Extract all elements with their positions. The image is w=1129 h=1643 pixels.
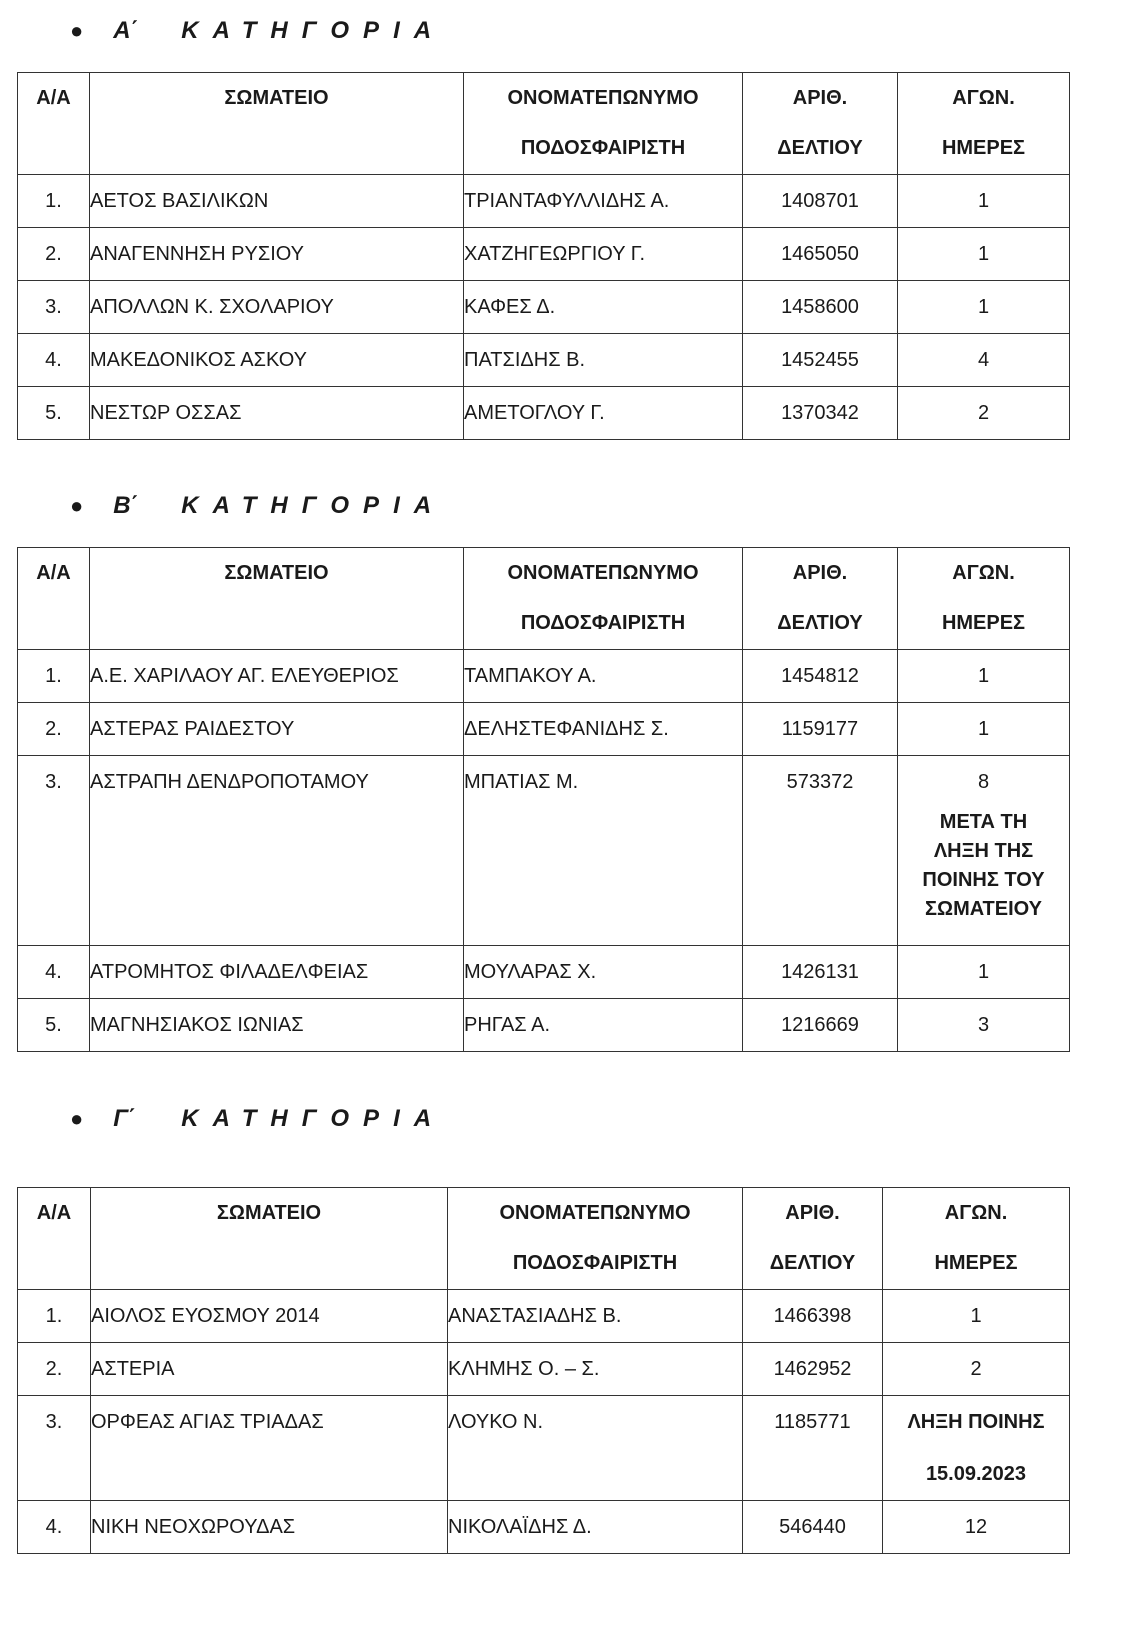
cell-card: 573372 (743, 756, 898, 946)
cell-player: ΚΑΦΕΣ Δ. (464, 281, 743, 334)
cell-days: 1 (883, 1290, 1070, 1343)
header-player: ΟΝΟΜΑΤΕΠΩΝΥΜΟ ΠΟΔΟΣΦΑΙΡΙΣΤΗ (464, 548, 743, 650)
header-card: ΑΡΙΘ. ΔΕΛΤΙΟΥ (743, 73, 898, 175)
penalty-note: ΣΩΜΑΤΕΙΟΥ (925, 898, 1042, 920)
penalty-note: ΜΕΤΑ ΤΗ (939, 811, 1028, 833)
cell-player: ΑΜΕΤΟΓΛΟΥ Γ. (464, 387, 743, 440)
cell-club: Α.Ε. ΧΑΡΙΛΑΟΥ ΑΓ. ΕΛΕΥΘΕΡΙΟΣ (90, 650, 464, 703)
cell-days (883, 1396, 1070, 1501)
header-days: ΑΓΩΝ. ΗΜΕΡΕΣ (898, 73, 1070, 175)
penalty-end-date: 15.09.2023 (925, 1463, 1027, 1485)
table-row (18, 756, 1070, 946)
cell-days: 3 (898, 999, 1070, 1052)
table-row (18, 175, 1070, 228)
cell-days: 1 (898, 946, 1070, 999)
cell-aa: 1. (18, 650, 90, 703)
heading-word: ΚΑΤΗΓΟΡΙΑ (181, 492, 446, 519)
table-row (18, 1343, 1070, 1396)
cell-card: 1462952 (743, 1343, 883, 1396)
heading-word: ΚΑΤΗΓΟΡΙΑ (181, 1105, 446, 1132)
table-row (18, 1501, 1070, 1554)
heading-word: ΚΑΤΗΓΟΡΙΑ (181, 17, 446, 44)
heading-letter: Α΄ (113, 17, 139, 44)
cell-days: 1 (898, 175, 1070, 228)
cell-card: 1465050 (743, 228, 898, 281)
header-card: ΑΡΙΘ. ΔΕΛΤΙΟΥ (743, 548, 898, 650)
table-row (18, 650, 1070, 703)
cell-days: 1 (898, 281, 1070, 334)
cell-player: ΑΝΑΣΤΑΣΙΑΔΗΣ Β. (448, 1290, 743, 1343)
table-row (18, 334, 1070, 387)
cell-player: ΜΠΑΤΙΑΣ Μ. (464, 756, 743, 946)
cell-club: ΑΣΤΕΡΑΣ ΡΑΙΔΕΣΤΟΥ (90, 703, 464, 756)
cell-player: ΔΕΛΗΣΤΕΦΑΝΙΔΗΣ Σ. (464, 703, 743, 756)
cell-aa: 3. (18, 756, 90, 946)
cell-aa: 1. (18, 1290, 91, 1343)
cell-player: ΤΑΜΠΑΚΟΥ Α. (464, 650, 743, 703)
cell-club: ΑΣΤΕΡΙΑ (91, 1343, 448, 1396)
cell-player: ΚΛΗΜΗΣ Ο. – Σ. (448, 1343, 743, 1396)
table-row (18, 703, 1070, 756)
header-club: ΣΩΜΑΤΕΙΟ (90, 73, 464, 175)
cell-club: ΑΣΤΡΑΠΗ ΔΕΝΔΡΟΠΟΤΑΜΟΥ (90, 756, 464, 946)
cell-days: 1 (898, 228, 1070, 281)
cell-player: ΡΗΓΑΣ Α. (464, 999, 743, 1052)
cell-days: 12 (883, 1501, 1070, 1554)
cell-aa: 4. (18, 334, 90, 387)
table-header-row (18, 548, 1070, 650)
header-aa: Α/Α (18, 73, 90, 175)
cell-card: 1185771 (743, 1396, 883, 1501)
table-row (18, 228, 1070, 281)
cell-player: ΜΟΥΛΑΡΑΣ Χ. (464, 946, 743, 999)
cell-card: 1426131 (743, 946, 898, 999)
cell-aa: 2. (18, 228, 90, 281)
cell-aa: 2. (18, 1343, 91, 1396)
cell-card: 1452455 (743, 334, 898, 387)
heading-letter: Β΄ (113, 492, 139, 519)
header-club: ΣΩΜΑΤΕΙΟ (91, 1188, 448, 1290)
bullet-icon: ● (70, 493, 84, 518)
bullet-icon: ● (70, 18, 84, 43)
heading-letter: Γ΄ (113, 1105, 136, 1132)
cell-player: ΠΑΤΣΙΔΗΣ Β. (464, 334, 743, 387)
table-category-c (17, 1187, 1070, 1554)
header-club: ΣΩΜΑΤΕΙΟ (90, 548, 464, 650)
table-row (18, 999, 1070, 1052)
cell-club: ΜΑΚΕΔΟΝΙΚΟΣ ΑΣΚΟΥ (90, 334, 464, 387)
cell-club: ΑΤΡΟΜΗΤΟΣ ΦΙΛΑΔΕΛΦΕΙΑΣ (90, 946, 464, 999)
cell-player: ΤΡΙΑΝΤΑΦΥΛΛΙΔΗΣ Α. (464, 175, 743, 228)
header-days: ΑΓΩΝ. ΗΜΕΡΕΣ (898, 548, 1070, 650)
cell-aa: 4. (18, 1501, 91, 1554)
cell-days: 2 (883, 1343, 1070, 1396)
table-category-a (17, 72, 1070, 440)
cell-card: 1454812 (743, 650, 898, 703)
header-aa: Α/Α (18, 548, 90, 650)
cell-card: 1408701 (743, 175, 898, 228)
header-aa: Α/Α (18, 1188, 91, 1290)
table-header-row (18, 73, 1070, 175)
cell-club: ΝΙΚΗ ΝΕΟΧΩΡΟΥΔΑΣ (91, 1501, 448, 1554)
cell-player: ΛΟΥΚΟ Ν. (448, 1396, 743, 1501)
cell-club: ΑΝΑΓΕΝΝΗΣΗ ΡΥΣΙΟΥ (90, 228, 464, 281)
table-row (18, 946, 1070, 999)
cell-days: 8 ΜΕΤΑ ΤΗ ΛΗΞΗ ΤΗΣ ΠΟΙΝΗΣ ΤΟΥ ΣΩΜΑΤΕΙΟΥ (898, 756, 1070, 946)
cell-aa: 5. (18, 387, 90, 440)
table-row (18, 387, 1070, 440)
penalty-note: ΛΗΞΗ ΤΗΣ (933, 840, 1034, 862)
cell-club: ΑΕΤΟΣ ΒΑΣΙΛΙΚΩΝ (90, 175, 464, 228)
cell-card: 1216669 (743, 999, 898, 1052)
cell-days: 1 (898, 703, 1070, 756)
cell-card: 546440 (743, 1501, 883, 1554)
table-row (18, 1290, 1070, 1343)
header-card: ΑΡΙΘ. ΔΕΛΤΙΟΥ (743, 1188, 883, 1290)
penalty-note: ΠΟΙΝΗΣ ΤΟΥ (922, 869, 1045, 891)
cell-days: 4 (898, 334, 1070, 387)
cell-player: ΧΑΤΖΗΓΕΩΡΓΙΟΥ Γ. (464, 228, 743, 281)
table-row (18, 1396, 1070, 1501)
cell-aa: 5. (18, 999, 90, 1052)
penalty-end-note: ΛΗΞΗ ΠΟΙΝΗΣ (907, 1411, 1045, 1433)
header-days: ΑΓΩΝ. ΗΜΕΡΕΣ (883, 1188, 1070, 1290)
cell-aa: 4. (18, 946, 90, 999)
table-header-row (18, 1188, 1070, 1290)
section-heading-c (70, 1104, 445, 1134)
cell-days: 1 (898, 650, 1070, 703)
cell-club: ΑΠΟΛΛΩΝ Κ. ΣΧΟΛΑΡΙΟΥ (90, 281, 464, 334)
cell-card: 1466398 (743, 1290, 883, 1343)
cell-card: 1458600 (743, 281, 898, 334)
section-heading-a (70, 16, 445, 46)
cell-player: ΝΙΚΟΛΑΪΔΗΣ Δ. (448, 1501, 743, 1554)
cell-aa: 3. (18, 281, 90, 334)
cell-aa: 1. (18, 175, 90, 228)
cell-aa: 2. (18, 703, 90, 756)
header-player: ΟΝΟΜΑΤΕΠΩΝΥΜΟ ΠΟΔΟΣΦΑΙΡΙΣΤΗ (448, 1188, 743, 1290)
table-category-b (17, 547, 1070, 1052)
cell-aa: 3. (18, 1396, 91, 1501)
cell-club: ΝΕΣΤΩΡ ΟΣΣΑΣ (90, 387, 464, 440)
cell-card: 1370342 (743, 387, 898, 440)
section-heading-b (70, 491, 445, 521)
cell-club: ΜΑΓΝΗΣΙΑΚΟΣ ΙΩΝΙΑΣ (90, 999, 464, 1052)
cell-card: 1159177 (743, 703, 898, 756)
cell-days: 2 (898, 387, 1070, 440)
table-row (18, 281, 1070, 334)
header-player: ΟΝΟΜΑΤΕΠΩΝΥΜΟ ΠΟΔΟΣΦΑΙΡΙΣΤΗ (464, 73, 743, 175)
bullet-icon: ● (70, 1106, 84, 1131)
cell-club: ΑΙΟΛΟΣ ΕΥΟΣΜΟΥ 2014 (91, 1290, 448, 1343)
cell-club: ΟΡΦΕΑΣ ΑΓΙΑΣ ΤΡΙΑΔΑΣ (91, 1396, 448, 1501)
